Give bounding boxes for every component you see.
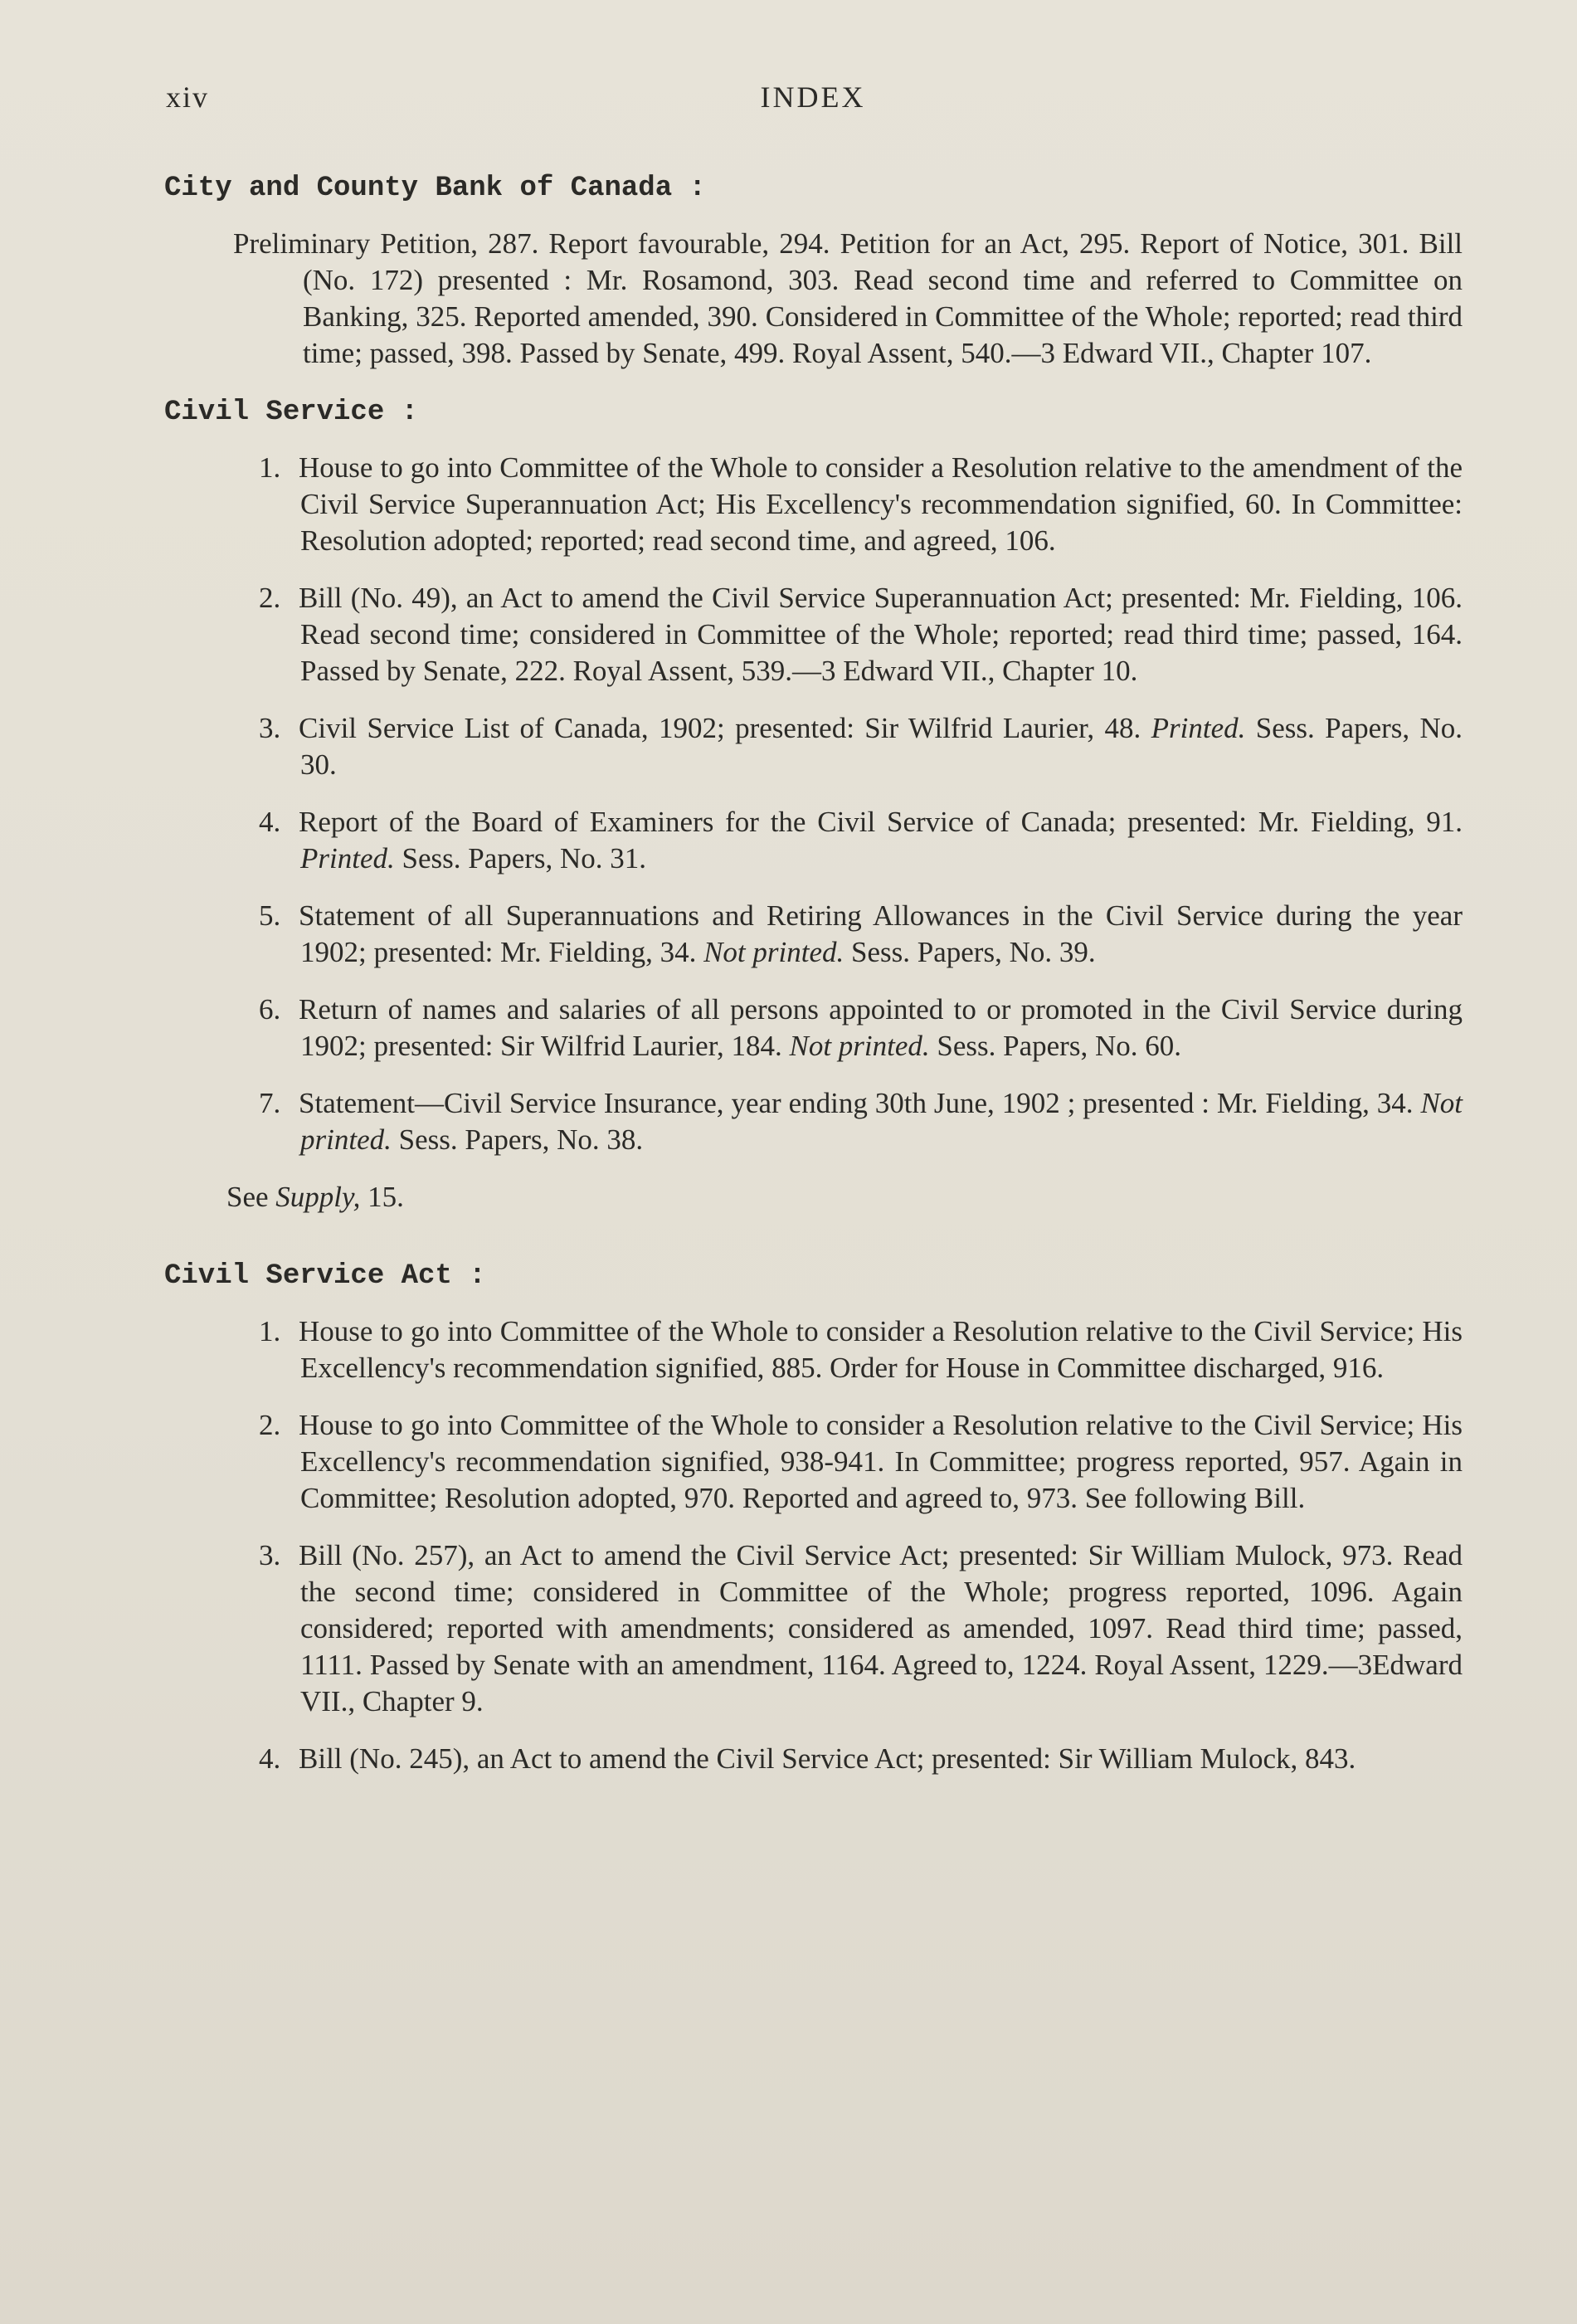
item-italic-note: Not printed. xyxy=(789,1030,930,1062)
item-number: 4. xyxy=(259,806,281,838)
item-tail: Sess. Papers, No. 31. xyxy=(402,842,647,875)
list-item xyxy=(164,1085,1463,1158)
section-heading: Civil Service Act : xyxy=(164,1260,486,1292)
see-prefix: See xyxy=(226,1181,269,1213)
see-tail: 15. xyxy=(367,1181,404,1213)
item-text: House to go into Committee of the Whole to consider a Resolution relative to the Civil Service; His Excellency's recommendation signified, 885. Order for House in Committee discharged, 916. xyxy=(299,1315,1463,1384)
list-item xyxy=(164,580,1463,689)
item-italic-note: Printed. xyxy=(300,842,395,875)
item-tail: Sess. Papers, No. 39. xyxy=(851,936,1096,968)
list-item xyxy=(164,450,1463,559)
list-item xyxy=(164,1537,1463,1720)
item-number: 5. xyxy=(259,899,281,932)
index-content xyxy=(164,173,1463,1802)
item-tail: Sess. Papers, No. 30. xyxy=(300,712,1463,781)
item-number: 4. xyxy=(259,1742,281,1775)
running-head xyxy=(166,80,1460,116)
index-section-city-and-county-bank xyxy=(164,173,1463,372)
item-text: House to go into Committee of the Whole to consider a Resolution relative to the amendment of the Civil Service Superannuation Act; His Excellency's recommendation signified, 60. In Committee: Resolution adopted; reported; read second time, and agreed, 106. xyxy=(299,451,1463,557)
item-number: 2. xyxy=(259,1409,281,1441)
item-text: Civil Service List of Canada, 1902; presented: Sir Wilfrid Laurier, 48. xyxy=(299,712,1141,744)
item-text: Bill (No. 245), an Act to amend the Civil Service Act; presented: Sir William Mulock, 843. xyxy=(299,1742,1356,1775)
item-text: Statement—Civil Service Insurance, year ending 30th June, 1902 ; presented : Mr. Fielding, 34. xyxy=(299,1087,1414,1119)
list-item xyxy=(164,1407,1463,1517)
index-section-civil-service-act xyxy=(164,1260,1463,1777)
list-item xyxy=(164,710,1463,783)
index-entry: Preliminary Petition, 287. Report favourable, 294. Petition for an Act, 295. Report of Notice, 301. Bill (No. 172) presented : Mr. Rosamond, 303. Read second time and referred to Committee on Banking, 325. Reported amended, 390. Considered in Committee of the Whole; reported; read third time; passed, 398. Passed by Senate, 499. Royal Assent, 540.—3 Edward VII., Chapter 107. xyxy=(233,227,1463,369)
item-text: Bill (No. 257), an Act to amend the Civil Service Act; presented: Sir William Mulock, 973. Read the second time; considered in Committee of the Whole; progress reported, 1096. Again considered; reported with amendments; considered as amended, 1097. Read third time; passed, 1111. Passed by Senate with an amendment, 1164. Agreed to, 1224. Royal Assent, 1229.—3Edward VII., Chapter 9. xyxy=(299,1539,1463,1717)
item-italic-note: Printed. xyxy=(1151,712,1246,744)
item-number: 1. xyxy=(259,1315,281,1347)
list-item xyxy=(164,898,1463,971)
section-heading: City and County Bank of Canada : xyxy=(164,173,706,204)
item-text: Bill (No. 49), an Act to amend the Civil Service Superannuation Act; presented: Mr. Fielding, 106. Read second time; considered in Committee of the Whole; reported; read third time; passed, 164. Passed by Senate, 222. Royal Assent, 539.—3 Edward VII., Chapter 10. xyxy=(299,582,1463,687)
page-number: xiv xyxy=(166,80,210,114)
item-text: Statement of all Superannuations and Retiring Allowances in the Civil Service during the year 1902; presented: Mr. Fielding, 34. xyxy=(299,899,1463,968)
item-number: 3. xyxy=(259,1539,281,1571)
index-section-civil-service xyxy=(164,397,1463,1216)
item-italic-note: Not printed. xyxy=(300,1087,1463,1156)
item-text: Report of the Board of Examiners for the Civil Service of Canada; presented: Mr. Fielding, 91. xyxy=(299,806,1463,838)
list-item xyxy=(164,1313,1463,1386)
section-heading: Civil Service : xyxy=(164,397,419,428)
item-number: 7. xyxy=(259,1087,281,1119)
page-title: INDEX xyxy=(760,80,866,114)
see-reference xyxy=(164,1179,1463,1216)
item-tail: Sess. Papers, No. 38. xyxy=(398,1123,644,1156)
item-text: House to go into Committee of the Whole to consider a Resolution relative to the Civil Service; His Excellency's recommendation signified, 938-941. In Committee; progress reported, 957. Again in Committee; Resolution adopted, 970. Reported and agreed to, 973. See following Bill. xyxy=(299,1409,1463,1514)
item-number: 2. xyxy=(259,582,281,614)
item-number: 1. xyxy=(259,451,281,484)
item-tail: Sess. Papers, No. 60. xyxy=(937,1030,1181,1062)
see-italic: Supply, xyxy=(275,1181,361,1213)
item-italic-note: Not printed. xyxy=(703,936,844,968)
item-number: 3. xyxy=(259,712,281,744)
list-item xyxy=(164,1741,1463,1777)
item-text: Return of names and salaries of all persons appointed to or promoted in the Civil Service during 1902; presented: Sir Wilfrid Laurier, 184. xyxy=(299,993,1463,1062)
list-item xyxy=(164,991,1463,1065)
list-item xyxy=(164,804,1463,877)
item-number: 6. xyxy=(259,993,281,1026)
